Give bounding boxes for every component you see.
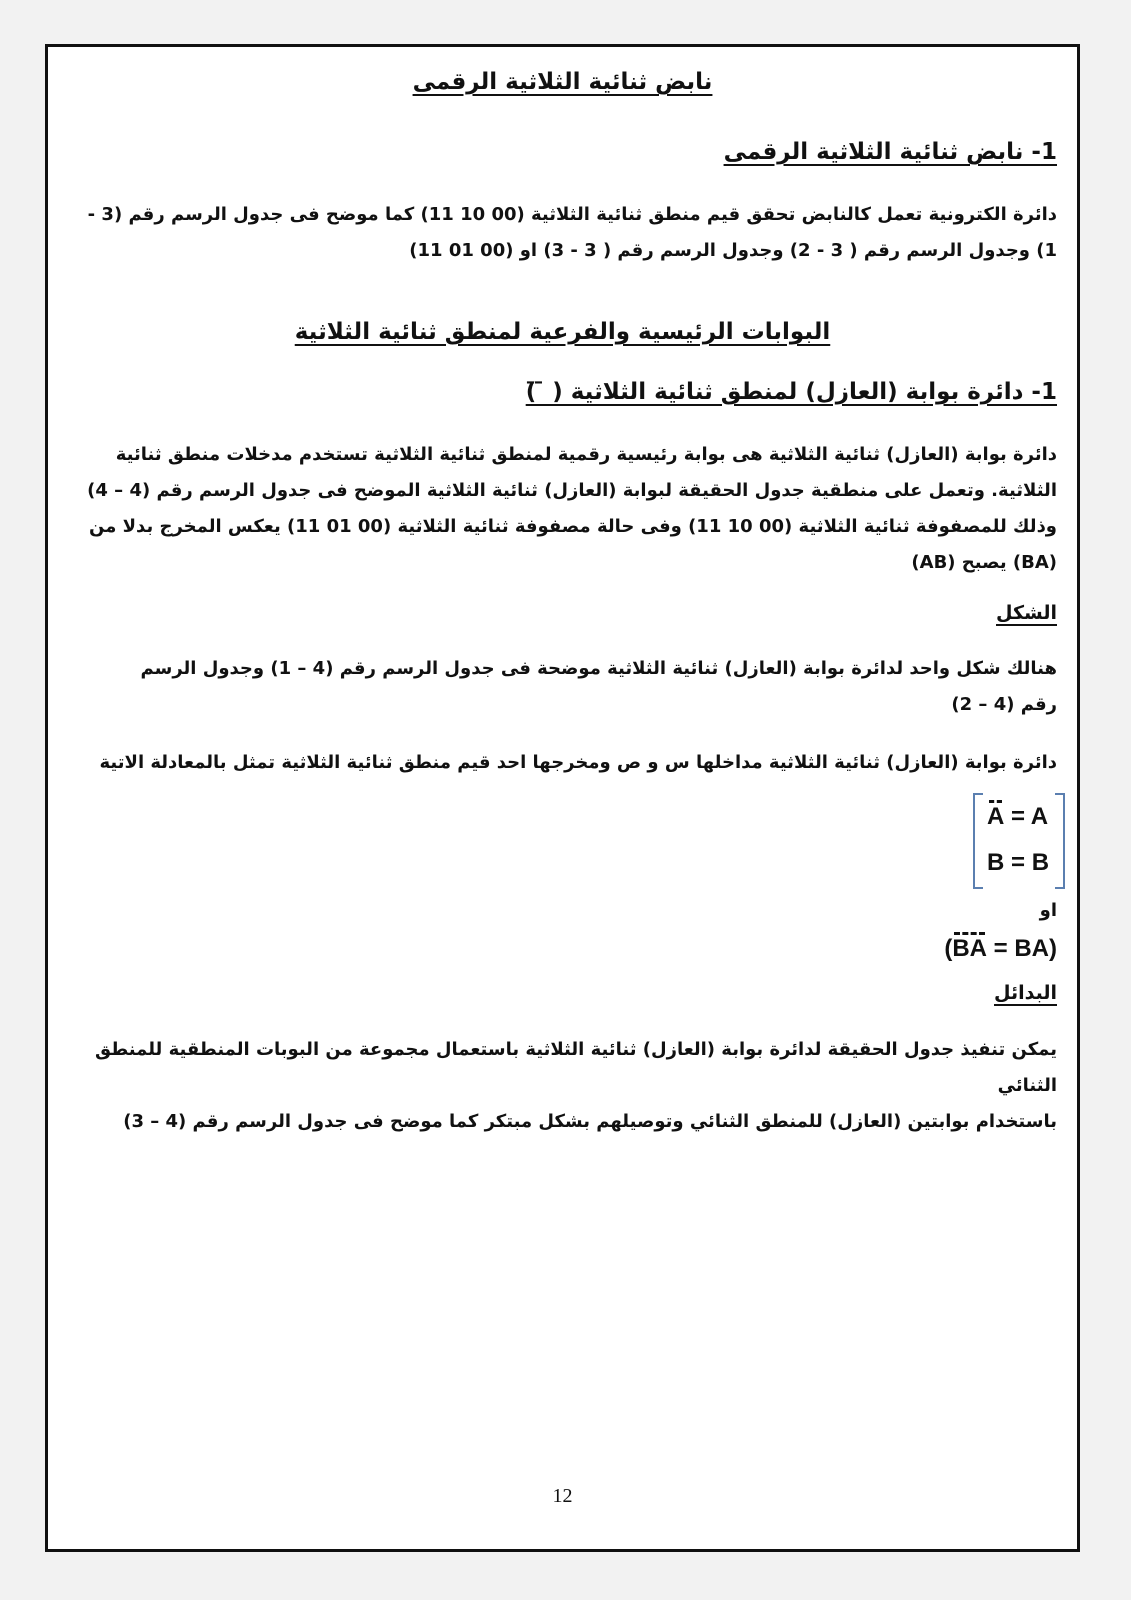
left-bracket (973, 793, 983, 889)
alternatives-label: البدائل (994, 982, 1057, 1004)
section1-paragraph: دائرة الكترونية تعمل كالنابض تحقق قيم منطق ثنائية الثلاثية (00 10 11) كما موضح فى جدول الرسم رقم (3 - 1) وجدول الرسم رقم ( 3 - 2) وجدول الرسم رقم ( 3 - 3) او (00 01 11) (87, 204, 1057, 261)
right-bracket (1055, 793, 1065, 889)
alternatives-paragraph: يمكن تنفيذ جدول الحقيقة لدائرة بوابة (العازل) ثنائية الثلاثية باستعمال مجموعة من البوبات المنطقية للمنطق الثنائي باستخدام بوابتين (العازل) للمنطق الثنائي وتوصيلهم بشكل مبتكر كما موضح فى جدول الرسم رقم (4 – 3) (95, 1039, 1057, 1132)
equation-intro: دائرة بوابة (العازل) ثنائية الثلاثية مداخلها س و ص ومخرجها احد قيم منطق ثنائية الثلاثية تمثل بالمعادلة الاتية (99, 752, 1057, 773)
page-number: 12 (552, 1485, 573, 1507)
section2-title: البوابات الرئيسية والفرعية لمنطق ثنائية الثلاثية (294, 319, 831, 345)
document-page (45, 44, 1080, 1552)
equation-ba: (BA = BA) (944, 935, 1057, 962)
shape-paragraph: هنالك شكل واحد لدائرة بوابة (العازل) ثنائية الثلاثية موضحة فى جدول الرسم رقم (4 – 1) وجدول الرسم رقم (4 – 2) (140, 658, 1057, 715)
shape-label: الشكل (996, 602, 1057, 624)
gate-paragraph: دائرة بوابة (العازل) ثنائية الثلاثية هى بوابة رئيسية رقمية لمنطق ثنائية الثلاثية تستخدم مدخلات منطق ثنائية الثلاثية. وتعمل على منطقية جدول الحقيقة لبوابة (العازل) ثنائية الثلاثية الموضح فى جدول الرسم رقم (4 – 4) وذلك للمصفوفة ثنائية الثلاثية (00 10 11) وفى حالة مصفوفة ثنائية الثلاثية (00 01 11) يعكس المخرج بدلا من (BA) يصبح (AB) (87, 444, 1057, 573)
equation-system (973, 793, 1065, 889)
section1-heading: 1- نابض ثنائية الثلاثية الرقمى (723, 139, 1057, 165)
gate-heading: 1- دائرة بوابة (العازل) لمنطق ثنائية الثلاثية ( ̄ ̄) (525, 379, 1057, 405)
equation-a: A = A (987, 803, 1049, 830)
main-title: نابض ثنائية الثلاثية الرقمى (412, 69, 713, 95)
equation-b: B = B (987, 849, 1050, 876)
or-text: او (1039, 900, 1057, 921)
